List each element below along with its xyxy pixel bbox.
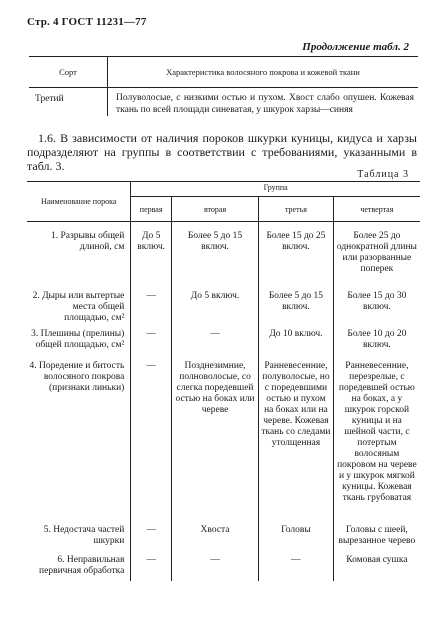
table-2-header-row (29, 57, 418, 88)
defect-name: 1. Разрывы общей длиной, см (27, 222, 131, 291)
table-2-cell-desc: Полуволосые, с низкими остью и пухом. Хвост слабо опушен. Кожевая ткань по всей площади синеватая, у шкурок харзы—синяя (116, 93, 414, 115)
body-paragraph (27, 131, 417, 173)
group-2-value: — (172, 325, 259, 361)
group-1-value: — (131, 291, 172, 325)
table-3-col-fourth: четвертая (333, 197, 420, 222)
table-3-col-third: третья (259, 197, 334, 222)
table-3-title: Таблица 3 (357, 169, 409, 180)
group-1-value: — (131, 551, 172, 581)
table-3-col-first: первая (131, 197, 172, 222)
group-2-value: Более 5 до 15 включ. (172, 222, 259, 291)
table-2-col-sort: Сорт (29, 57, 108, 88)
defect-name: 6. Неправильная первичная обработка (27, 551, 131, 581)
table-2-cell-sort: Третий (29, 88, 108, 117)
paragraph-text: 1.6. В зависимости от наличия пороков шкурки куницы, кидуса и харзы подразделяют на группы в соответствии с требованиями, указанными в табл. 3. (27, 131, 417, 173)
group-1-value: — (131, 519, 172, 551)
group-3-value: Более 5 до 15 включ. (259, 291, 334, 325)
table-3-col-group: Группа (131, 182, 420, 197)
group-4-value: Комовая сушка (346, 554, 408, 565)
group-3-value: Ранневесенние, полуволосые, но с поредевшими остью и пухом на боках или на череве. Кожевая ткань со следами утолщенная (259, 361, 334, 519)
group-4-value: Более 25 до однократной длины или разорванные поперек (336, 231, 417, 274)
table-2-col-desc: Характеристика волосяного покрова и кожевой ткани (108, 57, 419, 88)
page-header: Стр. 4 ГОСТ 11231—77 (27, 16, 147, 28)
group-2-value: До 5 включ. (172, 291, 259, 325)
group-4-value: Более 10 до 20 включ. (347, 328, 407, 350)
group-4-value: Ранневесенние, перезрелые, с поредевшей остью на боках, а у шкурок горской куницы и на шейной части, с потертым волосяным покровом на череве и у шкурок мягкой куницы. Кожевая ткань грубоватая (337, 360, 417, 503)
table-row (27, 222, 420, 291)
table-row (27, 519, 420, 551)
group-2-value: Хвоста (172, 519, 259, 551)
group-4-value: Головы с шеей, вырезанное черево (338, 524, 416, 546)
table-row (29, 88, 418, 117)
table-row (27, 291, 420, 325)
table-row (27, 361, 420, 519)
table-2 (29, 56, 418, 116)
table-row (27, 325, 420, 361)
defect-name: 4. Поредение и битость волосяного покрова (признаки линьки) (27, 361, 131, 519)
table-continuation-label: Продолжение табл. 2 (302, 41, 409, 53)
group-1-value: До 5 включ. (131, 222, 172, 291)
group-3-value: Головы (259, 519, 334, 551)
group-4-value: Более 15 до 30 включ. (347, 290, 407, 312)
defect-name: 2. Дыры или вытертые места общей площадью, см² (27, 291, 131, 325)
table-3-col-second: вторая (172, 197, 259, 222)
group-3-value: До 10 включ. (259, 325, 334, 361)
group-1-value: — (131, 361, 172, 519)
table-3-header-row (27, 182, 420, 197)
table-3-col-name: Наименование порока (27, 182, 131, 222)
group-2-value: — (172, 551, 259, 581)
defect-name: 3. Плешины (прелины) общей площадью, см² (27, 325, 131, 361)
group-1-value: — (131, 325, 172, 361)
table-3 (27, 181, 420, 581)
table-row (27, 551, 420, 581)
group-2-value: Позднезимние, полноволосые, со слегка поредевшей остью на боках или череве (172, 361, 259, 519)
defect-name: 5. Недостача частей шкурки (27, 519, 131, 551)
group-3-value: Более 15 до 25 включ. (259, 222, 334, 291)
group-3-value: — (259, 551, 334, 581)
